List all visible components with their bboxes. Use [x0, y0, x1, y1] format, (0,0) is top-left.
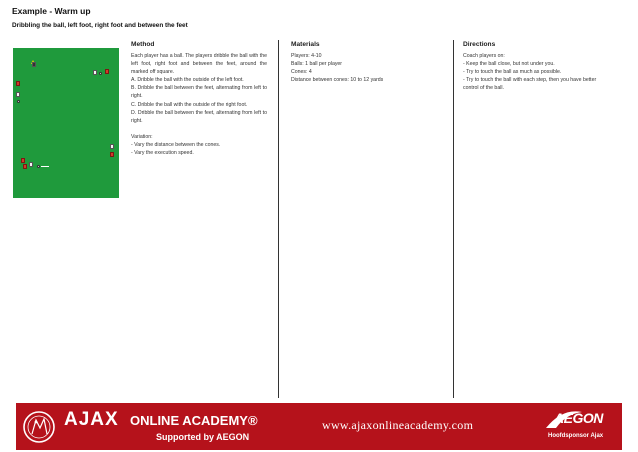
aegon-sponsor-label: Hoofdsponsor Ajax	[548, 433, 604, 439]
banner-ajax-word: AJAX	[64, 409, 119, 430]
materials-column	[291, 40, 441, 84]
ball	[99, 72, 102, 75]
method-heading: Method	[131, 41, 155, 48]
method-step: D. Dribble the ball between the feet, alternating from left to right.	[131, 109, 267, 124]
banner-academy-word: ONLINE ACADEMY®	[130, 413, 258, 428]
directions-heading: Directions	[463, 41, 496, 48]
player	[110, 144, 114, 149]
ball	[17, 100, 20, 103]
materials-heading: Materials	[291, 41, 320, 48]
aegon-sponsor-logo	[542, 406, 618, 447]
banner-supported-by: Supported by AEGON	[156, 432, 250, 442]
aegon-brand-word: AEGON	[554, 410, 603, 426]
drill-field-diagram	[13, 48, 119, 198]
player	[29, 162, 33, 167]
method-step: B. Dribble the ball between the feet, alternating from left to right.	[131, 85, 267, 100]
directions-line: - Keep the ball close, but not under you.	[463, 61, 555, 68]
materials-line: Distance between cones: 10 to 12 yards	[291, 77, 384, 84]
player	[16, 81, 20, 86]
directions-line: - Try to touch the ball as much as possible.	[463, 69, 562, 76]
player	[110, 152, 114, 157]
ball	[37, 165, 40, 168]
materials-line: Cones: 4	[291, 69, 312, 76]
page-title: Example - Warm up	[12, 6, 91, 16]
banner-url-link[interactable]: www.ajaxonlineacademy.com	[322, 418, 474, 432]
column-divider	[278, 40, 279, 398]
player	[32, 62, 36, 67]
variation-item: - Vary the distance between the cones.	[131, 141, 221, 148]
method-column	[131, 40, 267, 157]
method-step: A. Dribble the ball with the outside of the left foot.	[131, 77, 244, 84]
page-subtitle: Dribbling the ball, left foot, right foot and between the feet	[12, 22, 188, 29]
directions-line: Coach players on:	[463, 53, 505, 59]
player	[16, 92, 20, 97]
dribble-arrow	[41, 166, 49, 167]
player	[23, 164, 27, 169]
ajax-logo-icon	[22, 408, 56, 446]
variation-heading: Variation:	[131, 133, 153, 140]
player	[93, 70, 97, 75]
method-step: C. Dribble the ball with the outside of the right foot.	[131, 101, 248, 108]
materials-line: Players: 4-10	[291, 53, 322, 59]
directions-column	[463, 40, 605, 92]
directions-line: - Try to touch the ball with each step, then you have better control of the ball.	[463, 77, 597, 92]
materials-line: Balls: 1 ball per player	[291, 61, 343, 68]
player	[105, 69, 109, 74]
variation-item: - Vary the execution speed.	[131, 150, 194, 157]
column-divider	[453, 40, 454, 398]
ajax-academy-banner	[16, 403, 622, 450]
player	[21, 158, 25, 163]
method-intro: Each player has a ball. The players dribble the ball with the left foot, right foot and between the feet, around the marked off square.	[131, 53, 267, 76]
